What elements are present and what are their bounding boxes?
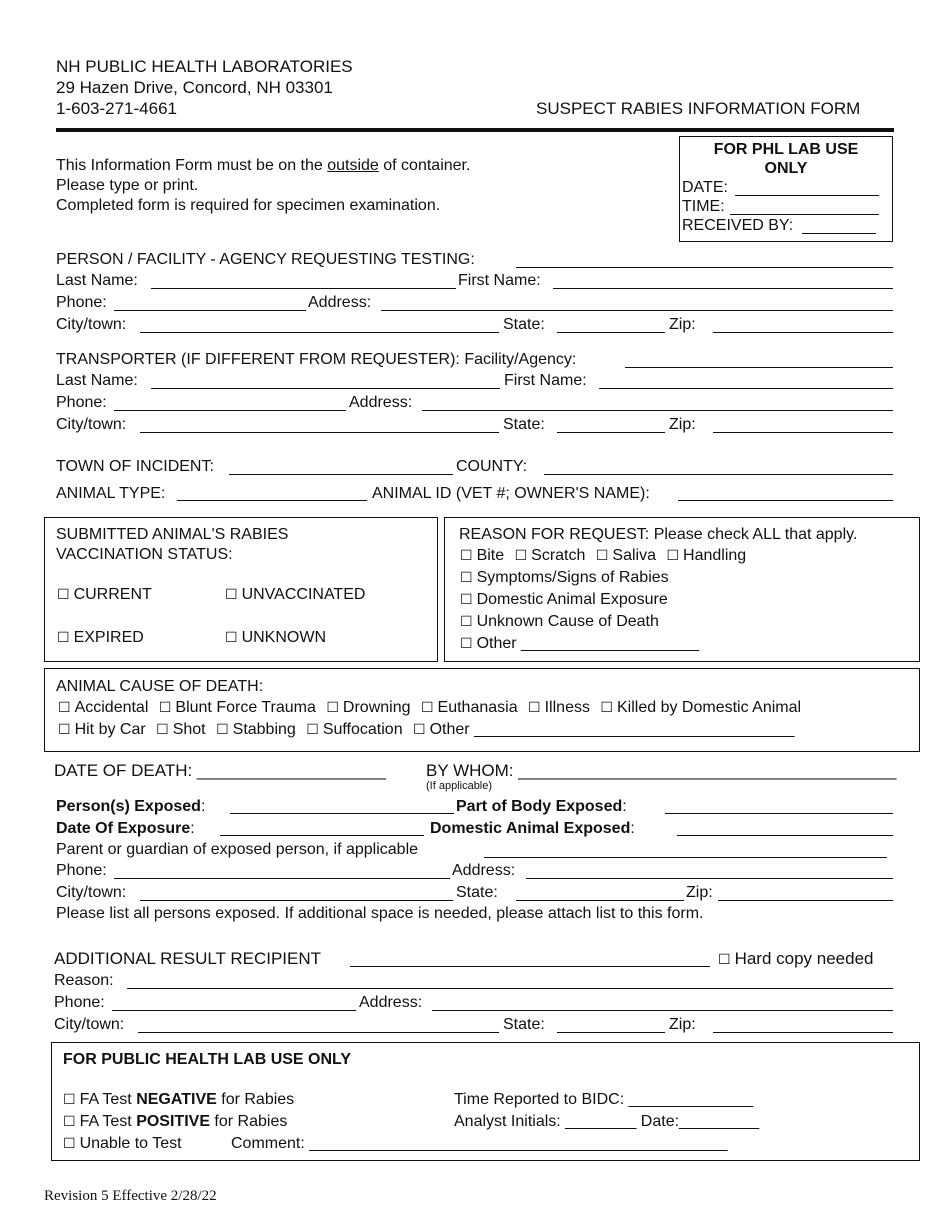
transporter-address-label: Address:	[349, 394, 413, 411]
cause-row-1	[58, 698, 807, 718]
recipient-state-field[interactable]	[557, 1032, 665, 1033]
recipient-address-field[interactable]	[432, 1010, 893, 1011]
date-of-exposure-label: Date Of Exposure:	[56, 820, 195, 837]
transporter-agency-field[interactable]	[625, 367, 893, 368]
intro-line2: Please type or print.	[56, 177, 199, 194]
time-reported-field[interactable]: Time Reported to BIDC: ______________	[454, 1091, 754, 1108]
recipient-heading: ADDITIONAL RESULT RECIPIENT	[54, 949, 322, 968]
org-name: NH PUBLIC HEALTH LABORATORIES	[56, 57, 353, 76]
animal-type-field[interactable]	[177, 500, 367, 501]
lab-results-box	[51, 1042, 920, 1161]
domestic-animal-field[interactable]	[677, 835, 893, 836]
form-title: SUSPECT RABIES INFORMATION FORM	[536, 99, 861, 118]
by-whom-field[interactable]: BY WHOM: ________________________________________	[426, 761, 897, 780]
lab-received-field[interactable]	[802, 233, 876, 234]
cause-illness-checkbox[interactable]: ☐ Illness	[528, 698, 590, 718]
requester-heading: PERSON / FACILITY - AGENCY REQUESTING TESTING:	[56, 251, 475, 268]
cause-shot-checkbox[interactable]: ☐ Shot	[156, 720, 205, 740]
town-of-incident-field[interactable]	[229, 474, 453, 475]
recipient-city-field[interactable]	[138, 1032, 499, 1033]
cause-stabbing-checkbox[interactable]: ☐ Stabbing	[216, 720, 296, 740]
phl-lab-box	[679, 136, 893, 242]
lab-comment-field[interactable]: Comment: _______________________________________________	[231, 1135, 728, 1152]
header-rule	[56, 128, 894, 132]
recipient-state-label: State:	[503, 1016, 545, 1033]
requester-address-label: Address:	[308, 294, 372, 311]
transporter-last-label: Last Name:	[56, 372, 138, 389]
lab-received-label: RECEIVED BY:	[682, 217, 794, 234]
part-of-body-field[interactable]	[665, 813, 893, 814]
vaccination-unvaccinated-checkbox[interactable]: ☐ UNVACCINATED	[225, 585, 365, 605]
recipient-reason-label: Reason:	[54, 972, 114, 989]
org-phone: 1-603-271-4661	[56, 99, 177, 118]
lab-time-field[interactable]	[730, 214, 879, 215]
exposure-zip-field[interactable]	[718, 900, 893, 901]
date-of-exposure-field[interactable]	[220, 835, 424, 836]
hard-copy-checkbox[interactable]: ☐ Hard copy needed	[718, 949, 874, 970]
requester-zip-field[interactable]	[713, 332, 893, 333]
unable-to-test-checkbox[interactable]: ☐ Unable to Test	[63, 1134, 182, 1154]
requester-first-label: First Name:	[458, 272, 541, 289]
recipient-zip-field[interactable]	[713, 1032, 893, 1033]
vaccination-expired-checkbox[interactable]: ☐ EXPIRED	[57, 628, 144, 648]
recipient-field[interactable]	[350, 966, 710, 967]
recipient-city-label: City/town:	[54, 1016, 125, 1033]
persons-exposed-label: Person(s) Exposed:	[56, 798, 206, 815]
lab-time-label: TIME:	[682, 198, 725, 215]
exposure-phone-field[interactable]	[114, 878, 450, 879]
reason-saliva-checkbox[interactable]: ☐ Saliva	[596, 546, 656, 566]
reason-row-1	[460, 546, 752, 566]
transporter-state-field[interactable]	[557, 432, 665, 433]
transporter-last-field[interactable]	[151, 388, 500, 389]
requester-first-field[interactable]	[553, 288, 893, 289]
requester-city-field[interactable]	[140, 332, 499, 333]
intro-line3: Completed form is required for specimen examination.	[56, 197, 441, 214]
transporter-state-label: State:	[503, 416, 545, 433]
cause-other-checkbox[interactable]: ☐ Other ____________________________________	[413, 720, 794, 740]
if-applicable-note: (If applicable)	[426, 780, 493, 792]
reason-symptoms-checkbox[interactable]: ☐ Symptoms/Signs of Rabies	[460, 568, 669, 588]
vaccination-title-1: SUBMITTED ANIMAL'S RABIES	[56, 526, 289, 543]
exposure-note: Please list all persons exposed. If additional space is needed, please attach list to this form.	[56, 905, 704, 922]
exposure-state-field[interactable]	[516, 900, 684, 901]
requester-state-field[interactable]	[557, 332, 665, 333]
town-of-incident-label: TOWN OF INCIDENT:	[56, 458, 214, 475]
exposure-state-label: State:	[456, 884, 498, 901]
vaccination-current-checkbox[interactable]: ☐ CURRENT	[57, 585, 152, 605]
analyst-initials-field[interactable]: Analyst Initials: ________ Date:_________	[454, 1113, 760, 1130]
recipient-reason-field[interactable]	[127, 988, 893, 989]
recipient-address-label: Address:	[359, 994, 423, 1011]
transporter-city-field[interactable]	[140, 432, 499, 433]
lab-date-field[interactable]	[735, 195, 879, 196]
exposure-phone-label: Phone:	[56, 862, 107, 879]
exposure-city-field[interactable]	[140, 900, 453, 901]
vaccination-unknown-checkbox[interactable]: ☐ UNKNOWN	[225, 628, 326, 648]
reason-scratch-checkbox[interactable]: ☐ Scratch	[515, 546, 586, 566]
requester-address-field[interactable]	[381, 310, 893, 311]
animal-type-label: ANIMAL TYPE:	[56, 485, 166, 502]
revision-note: Revision 5 Effective 2/28/22	[44, 1188, 217, 1204]
domestic-animal-label: Domestic Animal Exposed:	[430, 820, 635, 837]
vaccination-box	[44, 517, 438, 662]
cause-suffocation-checkbox[interactable]: ☐ Suffocation	[306, 720, 402, 740]
county-field[interactable]	[544, 474, 893, 475]
reason-other-checkbox[interactable]: ☐ Other ____________________	[460, 634, 699, 654]
animal-id-label: ANIMAL ID (VET #; OWNER'S NAME):	[372, 485, 650, 502]
requester-state-label: State:	[503, 316, 545, 333]
cause-title: ANIMAL CAUSE OF DEATH:	[56, 678, 264, 695]
transporter-zip-label: Zip:	[669, 416, 696, 433]
guardian-field[interactable]	[484, 857, 887, 858]
phl-lab-box-title: FOR PHL LAB USE ONLY	[713, 141, 859, 177]
transporter-zip-field[interactable]	[713, 432, 893, 433]
exposure-city-label: City/town:	[56, 884, 127, 901]
recipient-phone-field[interactable]	[112, 1010, 356, 1011]
recipient-phone-label: Phone:	[54, 994, 105, 1011]
reason-bite-checkbox[interactable]: ☐ Bite	[460, 546, 504, 566]
lab-date-label: DATE:	[682, 179, 728, 196]
fa-positive-checkbox[interactable]: ☐FA Test POSITIVE for Rabies	[63, 1112, 287, 1132]
recipient-zip-label: Zip:	[669, 1016, 696, 1033]
requester-last-field[interactable]	[151, 288, 456, 289]
exposure-address-label: Address:	[452, 862, 516, 879]
requester-agency-field[interactable]	[516, 267, 893, 268]
reason-title: REASON FOR REQUEST: Please check ALL that apply.	[459, 526, 858, 543]
county-label: COUNTY:	[456, 458, 528, 475]
requester-city-label: City/town:	[56, 316, 127, 333]
reason-handling-checkbox[interactable]: ☐ Handling	[666, 546, 746, 566]
intro-line1: This Information Form must be on the outside of container.	[56, 157, 471, 174]
requester-zip-label: Zip:	[669, 316, 696, 333]
cause-row-2	[58, 720, 800, 740]
transporter-heading: TRANSPORTER (IF DIFFERENT FROM REQUESTER): Facility/Agency:	[56, 351, 577, 368]
reason-box	[444, 517, 920, 662]
cause-euthanasia-checkbox[interactable]: ☐ Euthanasia	[421, 698, 518, 718]
vaccination-title-2: VACCINATION STATUS:	[56, 546, 233, 563]
requester-phone-field[interactable]	[114, 310, 306, 311]
reason-unknown-cause-checkbox[interactable]: ☐ Unknown Cause of Death	[460, 612, 659, 632]
lab-results-title: FOR PUBLIC HEALTH LAB USE ONLY	[63, 1051, 352, 1068]
part-of-body-label: Part of Body Exposed:	[456, 798, 627, 815]
requester-phone-label: Phone:	[56, 294, 107, 311]
transporter-first-field[interactable]	[599, 388, 893, 389]
transporter-phone-label: Phone:	[56, 394, 107, 411]
requester-last-label: Last Name:	[56, 272, 138, 289]
animal-id-field[interactable]	[678, 500, 893, 501]
reason-domestic-exposure-checkbox[interactable]: ☐ Domestic Animal Exposure	[460, 590, 668, 610]
cause-of-death-box	[44, 668, 920, 752]
fa-negative-checkbox[interactable]: ☐FA Test NEGATIVE for Rabies	[63, 1090, 294, 1110]
date-of-death-field[interactable]: DATE OF DEATH: ____________________	[54, 761, 387, 780]
exposure-zip-label: Zip:	[686, 884, 713, 901]
org-address: 29 Hazen Drive, Concord, NH 03301	[56, 78, 333, 97]
transporter-address-field[interactable]	[422, 410, 893, 411]
cause-drowning-checkbox[interactable]: ☐ Drowning	[326, 698, 410, 718]
persons-exposed-field[interactable]	[230, 813, 454, 814]
cause-hit-by-car-checkbox[interactable]: ☐ Hit by Car	[58, 720, 146, 740]
guardian-label: Parent or guardian of exposed person, if applicable	[56, 841, 419, 858]
cause-blunt-force-checkbox[interactable]: ☐ Blunt Force Trauma	[159, 698, 316, 718]
transporter-phone-field[interactable]	[114, 410, 346, 411]
transporter-city-label: City/town:	[56, 416, 127, 433]
transporter-first-label: First Name:	[504, 372, 587, 389]
exposure-address-field[interactable]	[526, 878, 893, 879]
cause-accidental-checkbox[interactable]: ☐ Accidental	[58, 698, 148, 718]
cause-killed-by-domestic-checkbox[interactable]: ☐ Killed by Domestic Animal	[600, 698, 801, 718]
